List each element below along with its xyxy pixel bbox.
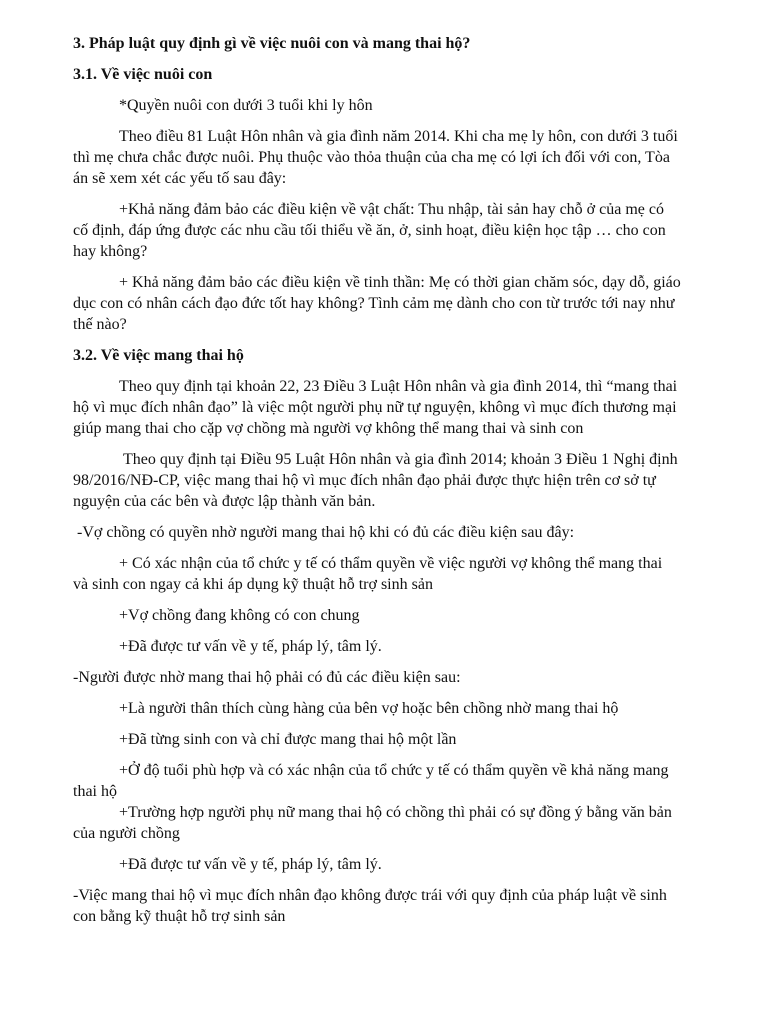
paragraph: + Khả năng đảm bảo các điều kiện về tinh thần: Mẹ có thời gian chăm sóc, dạy dỗ, giáo dục con có nhân cách đạo đức tốt hay không? Tình cảm mẹ dành cho con từ trước tới nay như thế nào? <box>73 274 681 333</box>
section-title-3-2: 3.2. Về việc mang thai hộ <box>73 347 244 364</box>
document-heading: 3. Pháp luật quy định gì về việc nuôi con và mang thai hộ? <box>73 35 471 52</box>
paragraph: -Người được nhờ mang thai hộ phải có đủ các điều kiện sau: <box>73 669 461 686</box>
paragraph: Theo quy định tại khoản 22, 23 Điều 3 Luật Hôn nhân và gia đình 2014, thì “mang thai hộ vì mục đích nhân đạo” là việc một người phụ nữ tự nguyện, không vì mục đích thương mại giúp mang thai cho cặp vợ chồng mà người vợ không thể mang thai và sinh con <box>73 378 678 437</box>
list-item: +Đã từng sinh con và chỉ được mang thai hộ một lần <box>119 731 457 748</box>
list-item: +Đã được tư vấn về y tế, pháp lý, tâm lý. <box>119 856 382 873</box>
paragraph: -Vợ chồng có quyền nhờ người mang thai hộ khi có đủ các điều kiện sau đây: <box>77 524 575 541</box>
section-title-3-1: 3.1. Về việc nuôi con <box>73 66 213 83</box>
list-item: +Là người thân thích cùng hàng của bên vợ hoặc bên chồng nhờ mang thai hộ <box>119 700 619 717</box>
paragraph: -Việc mang thai hộ vì mục đích nhân đạo không được trái với quy định của pháp luật về sinh con bằng kỹ thuật hỗ trợ sinh sản <box>73 887 667 925</box>
paragraph: Theo quy định tại Điều 95 Luật Hôn nhân và gia đình 2014; khoản 3 Điều 1 Nghị định 98/2016/NĐ-CP, việc mang thai hộ vì mục đích nhân đạo phải được thực hiện trên cơ sở tự nguyện của các bên và được lập thành văn bản. <box>73 451 678 510</box>
list-item: + Có xác nhận của tổ chức y tế có thẩm quyền về việc người vợ không thể mang thai và sinh con ngay cả khi áp dụng kỹ thuật hỗ trợ sinh sản <box>73 555 663 593</box>
list-item: +Vợ chồng đang không có con chung <box>119 607 360 624</box>
paragraph: *Quyền nuôi con dưới 3 tuổi khi ly hôn <box>119 97 373 114</box>
list-item: +Đã được tư vấn về y tế, pháp lý, tâm lý. <box>119 638 382 655</box>
document-body <box>73 33 681 937</box>
list-item: +Ở độ tuổi phù hợp và có xác nhận của tổ chức y tế có thẩm quyền về khả năng mang thai hộ <box>73 762 669 800</box>
paragraph: Theo điều 81 Luật Hôn nhân và gia đình năm 2014. Khi cha mẹ ly hôn, con dưới 3 tuổi thì mẹ chưa chắc được nuôi. Phụ thuộc vào thỏa thuận của cha mẹ có lợi ích đối với con, Tòa án sẽ xem xét các yếu tố sau đây: <box>73 128 678 187</box>
paragraph: +Khả năng đảm bảo các điều kiện về vật chất: Thu nhập, tài sản hay chỗ ở của mẹ có cố định, đáp ứng được các nhu cầu tối thiểu về ăn, ở, sinh hoạt, điều kiện học tập … cho con hay không? <box>73 201 666 260</box>
list-item: +Trường hợp người phụ nữ mang thai hộ có chồng thì phải có sự đồng ý bằng văn bản của người chồng <box>73 804 672 842</box>
